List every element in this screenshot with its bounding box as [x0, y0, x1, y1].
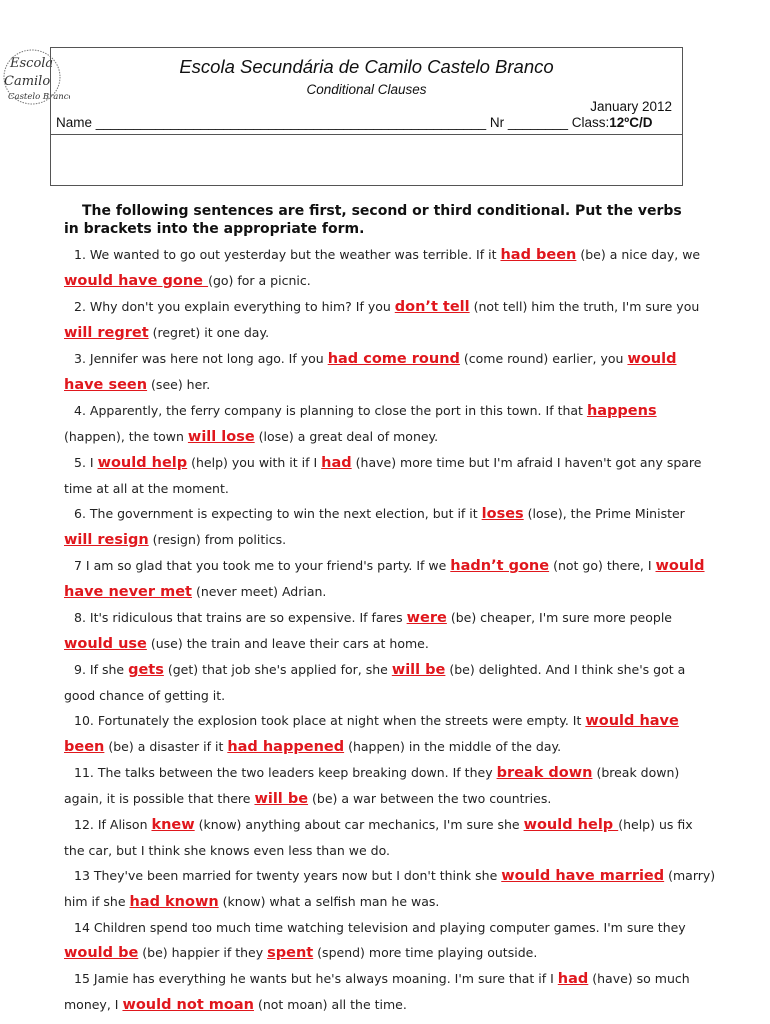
answer: will regret: [64, 325, 149, 341]
sentence-text: 10. Fortunately the explosion took place at night when the streets were empty. It: [74, 713, 586, 728]
answer: will lose: [187, 429, 255, 445]
sentence-text: (help) us fix the car, but I think she knows even less than we do.: [64, 817, 693, 858]
sentence-12: [64, 812, 716, 863]
sentence-text: 9. If she: [74, 662, 129, 677]
sentence-7: [64, 553, 716, 605]
sentence-text: (break down) again, it is possible that there: [64, 765, 680, 806]
answer: had come round: [327, 351, 460, 367]
answer: would be: [64, 945, 139, 961]
sentence-text: (resign) from politics.: [148, 532, 287, 547]
sentence-text: (be) happier if they: [138, 945, 268, 960]
sentence-text: (use) the train and leave their cars at home.: [146, 636, 429, 651]
class-value: 12ºC/D: [609, 115, 653, 130]
header-box: [50, 47, 683, 186]
worksheet-date: January 2012: [590, 99, 672, 114]
sentence-text: (know) anything about car mechanics, I'm sure she: [194, 817, 524, 832]
name-field-label: Name ____________________________________________________ Nr ________ Class:: [56, 115, 610, 130]
name-line: [56, 115, 652, 130]
sentence-text: 4. Apparently, the ferry company is planning to close the port in this town. If that: [74, 403, 587, 418]
instructions: The following sentences are first, second or third conditional. Put the verbs in brackets into the appropriate form.: [64, 203, 682, 237]
answer: had happened: [227, 739, 345, 755]
sentence-text: 7 I am so glad that you took me to your friend's party. If we: [74, 558, 451, 573]
answer: would use: [64, 636, 147, 652]
sentence-text: 13 They've been married for twenty years now but I don't think she: [74, 868, 502, 883]
sentence-5: [64, 450, 716, 501]
sentence-text: (not tell) him the truth, I'm sure you: [469, 299, 700, 314]
sentence-text: 6. The government is expecting to win the next election, but if it: [74, 506, 482, 521]
sentence-text: 11. The talks between the two leaders keep breaking down. If they: [74, 765, 497, 780]
sentence-text: (spend) more time playing outside.: [313, 945, 538, 960]
sentence-2: [64, 294, 716, 346]
answer: had known: [129, 894, 219, 910]
answer: would help: [97, 455, 188, 471]
worksheet-subtitle: Conditional Clauses: [306, 82, 427, 97]
sentence-text: (go) for a picnic.: [208, 273, 311, 288]
answer: were: [406, 610, 447, 626]
sentence-text: (happen), the town: [64, 429, 188, 444]
sentence-text: (see) her.: [147, 377, 211, 392]
answer: will be: [254, 791, 309, 807]
sentence-text: (happen) in the middle of the day.: [344, 739, 562, 754]
sentence-4: [64, 398, 716, 450]
answer: had been: [500, 247, 577, 263]
sentence-text: (come round) earlier, you: [459, 351, 628, 366]
answer: had: [557, 971, 589, 987]
answer: happens: [586, 403, 657, 419]
logo-line-2: Camilo: [4, 74, 51, 89]
sentence-8: [64, 605, 716, 657]
answer: would have been: [64, 713, 679, 755]
answer: would help: [523, 817, 619, 833]
answer: would have married: [501, 868, 665, 884]
answer: would have seen: [64, 351, 677, 393]
sentence-text: (be) delighted. And I think she's got a good chance of getting it.: [64, 662, 686, 703]
sentence-list: [64, 242, 716, 1018]
answer: gets: [128, 662, 164, 678]
answer: would not moan: [122, 997, 254, 1013]
sentence-text: (be) cheaper, I'm sure more people: [446, 610, 672, 625]
sentence-text: 3. Jennifer was here not long ago. If you: [74, 351, 328, 366]
answer: would have never met: [64, 558, 705, 600]
sentence-text: (never meet) Adrian.: [191, 584, 327, 599]
sentence-text: 8. It's ridiculous that trains are so expensive. If fares: [74, 610, 407, 625]
sentence-15: [64, 966, 716, 1018]
sentence-text: (be) a disaster if it: [104, 739, 228, 754]
sentence-10: [64, 708, 716, 760]
sentence-text: (regret) it one day.: [148, 325, 270, 340]
sentence-text: (lose) a great deal of money.: [254, 429, 439, 444]
sentence-text: (help) you with it if I: [187, 455, 322, 470]
answer: had: [321, 455, 352, 471]
sentence-text: (know) what a selfish man he was.: [218, 894, 440, 909]
header-divider: [51, 134, 682, 135]
sentence-11: [64, 760, 716, 812]
sentence-text: 15 Jamie has everything he wants but he's always moaning. I'm sure that if I: [74, 971, 558, 986]
sentence-text: (not moan) all the time.: [253, 997, 407, 1012]
answer: would have gone: [64, 273, 209, 289]
sentence-text: (marry) him if she: [64, 868, 716, 909]
sentence-text: (have) more time but I'm afraid I haven't got any spare time at all at the moment.: [64, 455, 702, 496]
answer: hadn’t gone: [450, 558, 550, 574]
sentence-text: (be) a nice day, we: [576, 247, 701, 262]
sentence-text: 14 Children spend too much time watching television and playing computer games. I'm sure they: [74, 920, 686, 935]
sentence-text: 1. We wanted to go out yesterday but the weather was terrible. If it: [74, 247, 501, 262]
answer: knew: [151, 817, 195, 833]
sentence-text: (get) that job she's applied for, she: [163, 662, 392, 677]
sentence-text: (not go) there, I: [549, 558, 656, 573]
sentence-text: 2. Why don't you explain everything to him? If you: [74, 299, 395, 314]
sentence-text: (have) so much money, I: [64, 971, 690, 1012]
sentence-9: [64, 657, 716, 708]
school-name: Escola Secundária de Camilo Castelo Branco: [179, 56, 554, 77]
sentence-text: (be) a war between the two countries.: [308, 791, 552, 806]
sentence-1: [64, 242, 716, 294]
sentence-3: [64, 346, 716, 398]
answer: will be: [391, 662, 446, 678]
answer: loses: [481, 506, 524, 522]
logo-line-3: Castelo Branco: [8, 92, 70, 102]
answer: break down: [496, 765, 593, 781]
sentence-text: 5. I: [74, 455, 98, 470]
sentence-14: [64, 915, 716, 966]
answer: will resign: [64, 532, 149, 548]
sentence-text: (lose), the Prime Minister: [523, 506, 685, 521]
answer: don’t tell: [394, 299, 470, 315]
sentence-13: [64, 863, 716, 915]
answer: spent: [267, 945, 314, 961]
sentence-6: [64, 501, 716, 553]
logo-line-1: Escola: [10, 56, 54, 71]
sentence-text: 12. If Alison: [74, 817, 152, 832]
